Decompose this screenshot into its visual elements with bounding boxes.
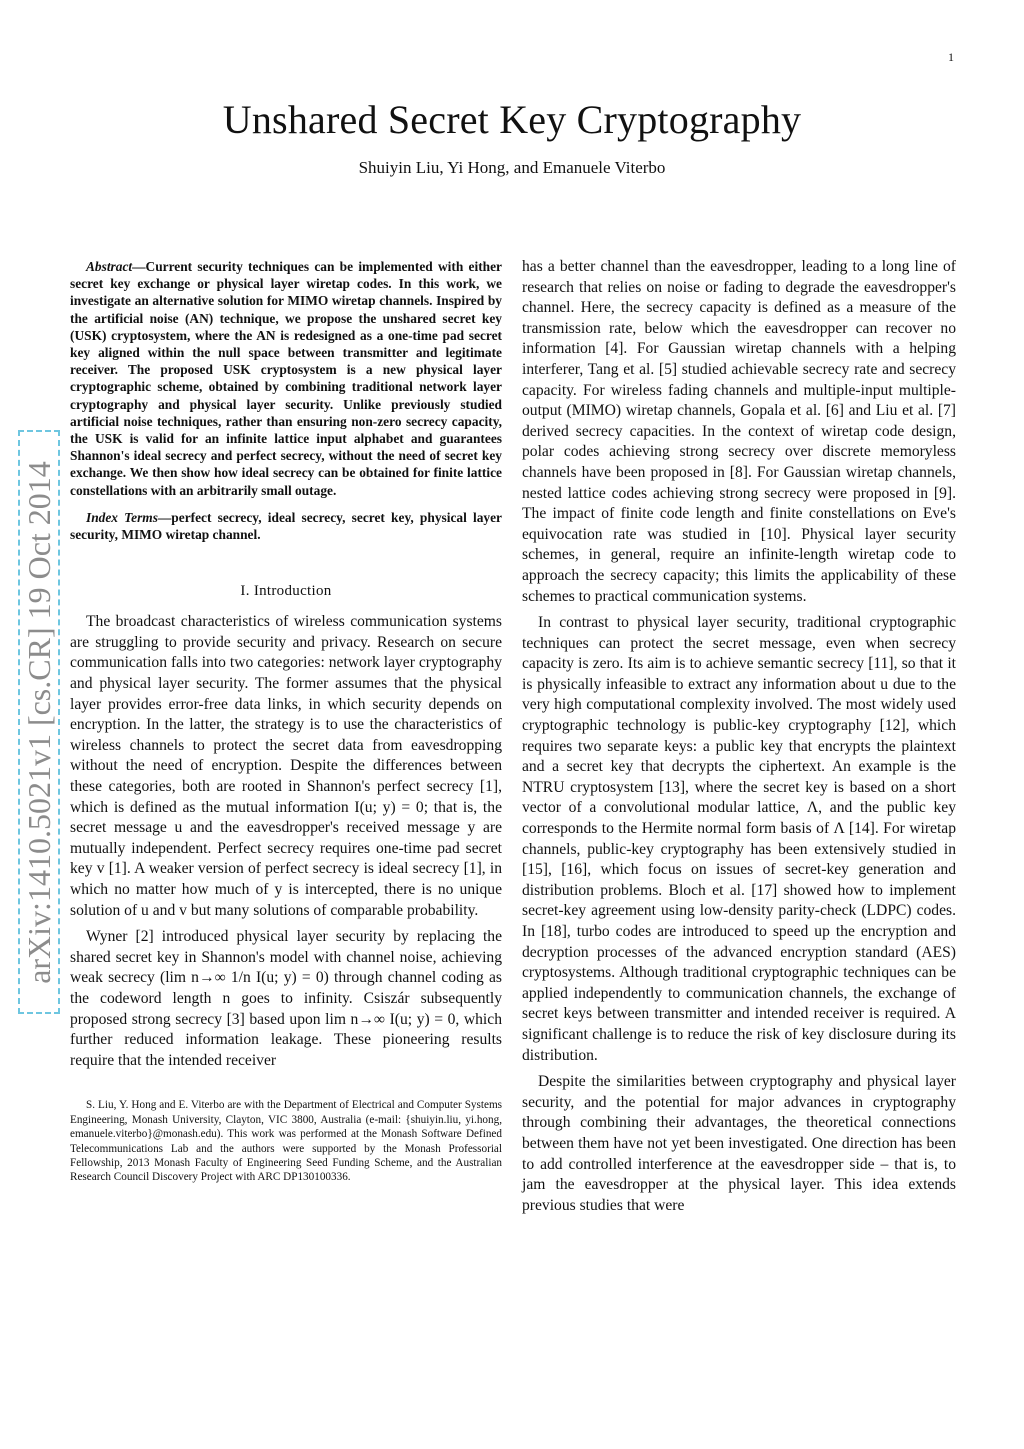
footnote: S. Liu, Y. Hong and E. Viterbo are with the Department of Electrical and Computer Systems Engineering, Monash University, Clayton, VIC 3800, Australia (e-mail: {shuiyin.liu, yi.hong, emanuele.viterbo}@monash.edu). This work was performed at the Monash Software Defined Telecommunications Lab and the authors were supported by the Monash Professorial Fellowship, 2013 Monash Faculty of Engineering Seed Funding Scheme, and the Australian Research Council Discovery Project with ARC DP130100336.	[70, 1099, 502, 1184]
author-list: Shuiyin Liu, Yi Hong, and Emanuele Viterbo	[358, 158, 666, 177]
section-heading: I. Introduction	[240, 583, 332, 600]
body-paragraph: The broadcast characteristics of wireless communication systems are struggling to provide security and privacy. Research on secure communication falls into two categories: network layer cryptography and physical layer security. The former assumes that the physical layer provides error-free data links, in which security depends on encryption. In the latter, the strategy is to use the characteristics of wireless channels to protect the secret data from eavesdropping without the need of encryption. Despite the differences between these categories, both are rooted in Shannon's perfect secrecy [1], which is defined as the mutual information I(u; y) = 0; that is, the secret message u and the eavesdropper's received message y are mutually independent. Perfect secrecy requires one-time pad secret key v [1]. A weaker version of perfect secrecy is ideal secrecy [1], in which no matter how much of y is intercepted, there is no unique solution of u and v but many solutions of comparable probability.	[70, 613, 502, 919]
body-paragraph: has a better channel than the eavesdropper, leading to a long line of research that relies on noise or fading to degrade the eavesdropper's channel. Here, the secrecy capacity is defined as a measure of the transmission rate, below which the eavesdropper can recover no information [4]. For Gaussian wiretap channels with a helping interferer, Tang et al. [5] studied achievable secrecy rate and secrecy capacity. For wireless fading channels and multiple-input multiple-output (MIMO) wiretap channels, Gopala et al. [6] and Liu et al. [7] derived secrecy capacities. In the context of wiretap code design, polar codes achieving strong secrecy over discrete memoryless channels have been proposed in [8]. For Gaussian wiretap channels, nested lattice codes achieving strong secrecy were proposed in [9]. The impact of finite code length and finite constellations on Eve's equivocation rate was studied in [10]. Physical layer security schemes, in general, require an infinite-length wiretap code to approach the secrecy capacity; this limits the applicability of these schemes to practical communication systems.	[522, 258, 956, 605]
right-column	[522, 257, 956, 1222]
body-paragraph: Despite the similarities between cryptography and physical layer security, and the potential for major advances in cryptography through combining their advantages, the theoretical connections between them have not yet been investigated. One direction has been to add controlled interference at the eavesdropper side – that is, to jam the eavesdropper at the physical layer. This idea extends previous studies that were	[522, 1073, 956, 1214]
index-terms: Index Terms—perfect secrecy, ideal secrecy, secret key, physical layer security, MIMO wiretap channel.	[70, 509, 502, 543]
paper-title: Unshared Secret Key Cryptography	[222, 97, 802, 142]
abstract-label: Abstract	[86, 259, 133, 274]
body-paragraph: In contrast to physical layer security, traditional cryptographic techniques can protect the secret message, even when secrecy capacity is zero. Its aim is to achieve semantic secrecy [11], so that it is physically infeasible to extract any information about u due to the very high computational complexity involved. The most widely used cryptographic technology is public-key cryptography [12], which requires two separate keys: a public key that encrypts the plaintext and a secret key that decrypts the ciphertext. An example is the NTRU cryptosystem [13], where the secret key is based on a short vector of a convolutional modular lattice, Λ, and the public key corresponds to the Hermite normal form basis of Λ [14]. For wiretap channels, public-key cryptography has been extensively studied in [15], [16], which focus on issues of secret-key generation and distribution problems. Bloch et al. [17] showed how to implement secret-key agreement using low-density parity-check (LDPC) codes. In [18], turbo codes are introduced to speed up the encryption and decryption processes of the advanced encryption standard (AES) cryptosystems. Although traditional cryptographic techniques can be applied independently to communication channels, the exchange of secret keys between transmitter and intended receiver is required. A significant challenge is to reduce the risk of key disclosure during its distribution.	[522, 614, 956, 1064]
body-paragraph: Wyner [2] introduced physical layer security by replacing the shared secret key in Shannon's model with channel noise, achieving weak secrecy (lim n→∞ 1/n I(u; y) = 0) through channel coding as the codeword length n goes to infinity. Csiszár subsequently proposed strong secrecy [3] based upon lim n→∞ I(u; y) = 0, which further reduced information leakage. These pioneering results require that the intended receiver	[70, 928, 502, 1069]
arxiv-stamp	[18, 430, 60, 1014]
index-terms-text: perfect secrecy, ideal secrecy, secret key, physical layer security, MIMO wiretap channel.	[70, 509, 502, 543]
page-number: 1	[948, 50, 954, 64]
index-terms-label: Index Terms	[86, 509, 158, 525]
arxiv-stamp-text: arXiv:1410.5021v1 [cs.CR] 19 Oct 2014	[20, 460, 57, 984]
abstract: Abstract—Current security techniques can be implemented with either secret key exchange or physical layer wiretap codes. In this work, we investigate an alternative solution for MIMO wiretap channels. Inspired by the artificial noise (AN) technique, we propose the unshared secret key (USK) cryptosystem, where the AN is redesigned as a one-time pad secret key aligned within the null space between transmitter and legitimate receiver. The proposed USK cryptosystem is a new physical layer cryptographic scheme, obtained by combining traditional network layer cryptography and physical layer security. Unlike previously studied artificial noise techniques, rather than ensuring non-zero secrecy capacity, the USK is valid for an infinite lattice input alphabet and guarantees Shannon's ideal secrecy and perfect secrecy, without the need of secret key exchange. We then show how ideal secrecy can be obtained for finite lattice constellations with an arbitrarily small outage.	[70, 259, 502, 498]
left-column	[70, 258, 502, 1196]
abstract-text: Current security techniques can be implemented with either secret key exchange or physical layer wiretap codes. In this work, we investigate an alternative solution for MIMO wiretap channels. Inspired by the artificial noise (AN) technique, we propose the unshared secret key (USK) cryptosystem, where the AN is redesigned as a one-time pad secret key aligned within the null space between transmitter and legitimate receiver. The proposed USK cryptosystem is a new physical layer cryptographic scheme, obtained by combining traditional network layer cryptography and physical layer security. Unlike previously studied artificial noise techniques, rather than ensuring non-zero secrecy capacity, the USK is valid for an infinite lattice input alphabet and guarantees Shannon's ideal secrecy and perfect secrecy, without the need of secret key exchange. We then show how ideal secrecy can be obtained for finite lattice constellations with an arbitrarily small outage.	[70, 259, 502, 498]
